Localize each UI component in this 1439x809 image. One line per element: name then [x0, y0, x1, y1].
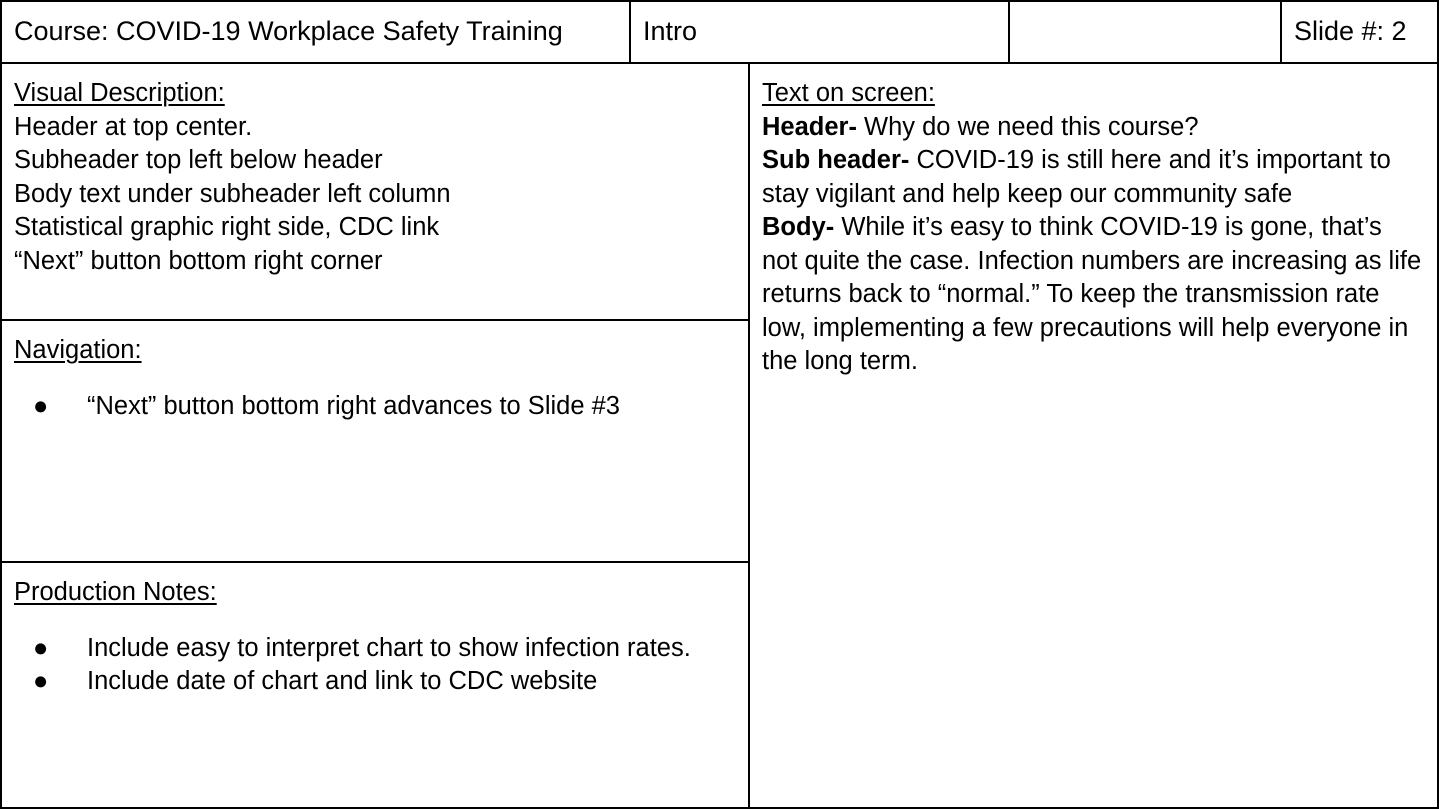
navigation-spacer	[14, 368, 736, 390]
visual-description-label: Visual Description:	[14, 79, 225, 107]
visual-description-line: “Next” button bottom right corner	[14, 246, 383, 275]
body-copy-text: While it’s easy to think COVID-19 is gone, that’s not quite the case. Infection numbers are increasing as life returns back to “normal.” To keep the transmission rate low, implementing a few precautions will help everyone in the long term.	[762, 213, 1422, 375]
production-notes-list-item	[14, 632, 736, 666]
navigation-list	[14, 390, 736, 424]
visual-description-line: Header at top center.	[14, 112, 253, 141]
slide-number: Slide #: 2	[1294, 16, 1407, 46]
text-on-screen-cell	[748, 62, 1439, 809]
navigation-cell	[0, 319, 750, 564]
body-copy	[762, 211, 1423, 379]
production-notes-cell	[0, 561, 750, 809]
visual-description-line: Body text under subheader left column	[14, 179, 451, 208]
visual-description-line: Statistical graphic right side, CDC link	[14, 213, 440, 241]
production-notes-list	[14, 632, 736, 699]
blank-header-cell	[1008, 0, 1282, 64]
bullet-icon: ●	[33, 633, 49, 662]
production-notes-bullet-text: Include easy to interpret chart to show infection rates.	[87, 633, 691, 662]
section-name: Intro	[643, 16, 698, 46]
subheader-copy-label: Sub header-	[762, 146, 910, 174]
bullet-icon: ●	[33, 667, 49, 695]
text-on-screen-label: Text on screen:	[762, 79, 935, 107]
navigation-label: Navigation:	[14, 336, 142, 364]
production-notes-label: Production Notes:	[14, 578, 217, 606]
header-copy	[762, 111, 1423, 145]
navigation-bullet-text: “Next” button bottom right advances to Slide #3	[87, 391, 620, 420]
slide-number-cell	[1280, 0, 1439, 64]
subheader-copy-text: COVID-19 is still here and it’s important to stay vigilant and help keep our community safe	[762, 146, 1391, 208]
production-notes-spacer	[14, 610, 736, 632]
course-title-cell	[0, 0, 631, 64]
section-cell	[629, 0, 1010, 64]
visual-description-cell	[0, 62, 750, 322]
production-notes-list-item	[14, 665, 736, 699]
body-copy-label: Body-	[762, 213, 835, 241]
header-copy-text: Why do we need this course?	[856, 112, 1199, 141]
subheader-copy	[762, 144, 1423, 211]
course-title: Course: COVID-19 Workplace Safety Training	[14, 16, 563, 46]
header-copy-label: Header-	[762, 112, 857, 141]
visual-description-line: Subheader top left below header	[14, 146, 383, 174]
bullet-icon: ●	[33, 391, 49, 420]
navigation-list-item	[14, 390, 736, 424]
production-notes-bullet-text: Include date of chart and link to CDC website	[87, 667, 598, 695]
